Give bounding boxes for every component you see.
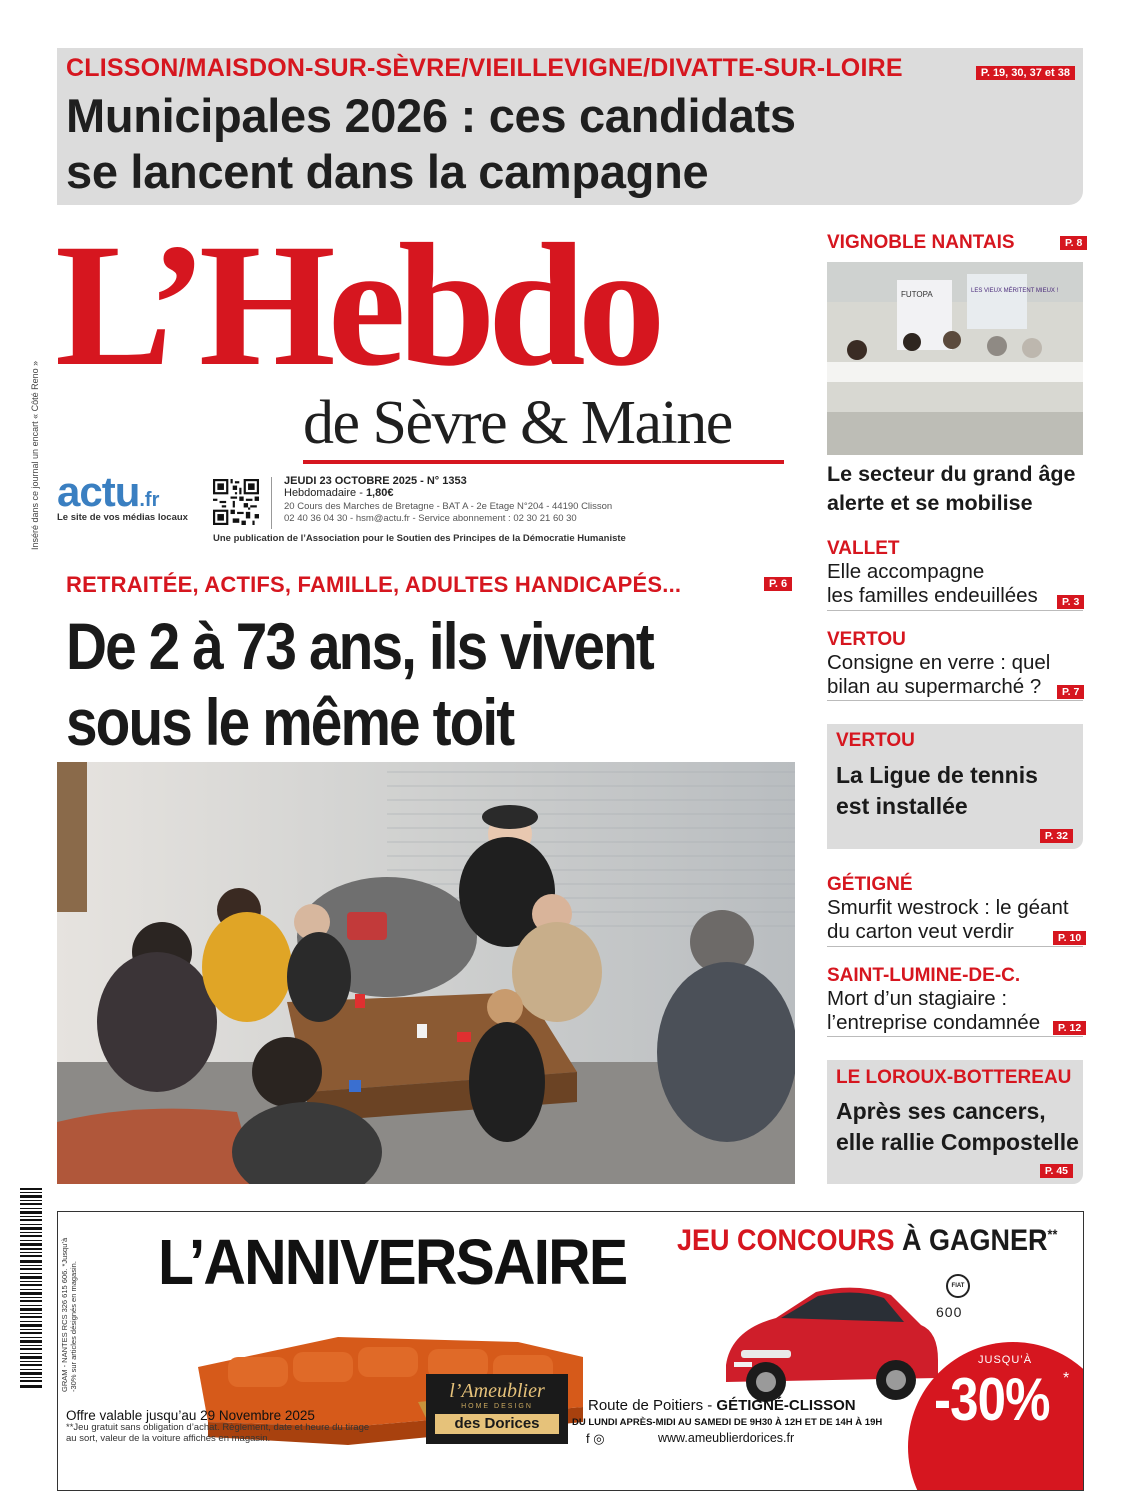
brief-saint-lumine-kicker: SAINT-LUMINE-DE-C. (827, 965, 1021, 986)
main-story-headline[interactable] (66, 608, 702, 760)
top-banner-headline-line2: se lancent dans la campagne (66, 145, 709, 198)
car-image (706, 1270, 946, 1410)
ad-contest-dark: À GAGNER (894, 1224, 1048, 1257)
compostelle-box-headline-line1: Après ses cancers, (836, 1098, 1046, 1124)
actu-tagline: Le site de vos médias locaux (57, 512, 188, 523)
ad-contest (677, 1224, 1057, 1258)
vignoble-photo-sign1: FUTOPA (901, 290, 933, 299)
top-banner-kicker: CLISSON/MAISDON-SUR-SÈVRE/VIEILLEVIGNE/DIVATTE-SUR-LOIRE (66, 54, 903, 82)
main-story-headline-line1: De 2 à 73 ans, ils vivent (66, 609, 653, 683)
brief-saint-lumine-text[interactable] (827, 987, 1040, 1035)
discount-value: -30% (934, 1366, 1050, 1433)
top-banner-page-ref: P. 19, 30, 37 et 38 (976, 66, 1075, 80)
ad-offer: Offre valable jusqu’au 29 Novembre 2025 (66, 1408, 315, 1423)
barcode-icon (20, 1188, 42, 1388)
ad-contest-red: JEU CONCOURS (677, 1224, 895, 1257)
divider (827, 1036, 1083, 1037)
ad-side-legal (60, 1232, 100, 1392)
insert-note (30, 350, 44, 550)
vignoble-kicker: VIGNOBLE NANTAIS (827, 232, 1015, 253)
issue-frequency-price (284, 487, 612, 499)
vignoble-photo-sign2: LES VIEUX MÉRITENT MIEUX ! (971, 288, 1059, 294)
main-story-photo[interactable] (57, 762, 795, 1184)
compostelle-box[interactable] (827, 1060, 1083, 1184)
brief-getigne-kicker: GÉTIGNÉ (827, 874, 913, 895)
compostelle-box-headline (836, 1096, 1079, 1158)
brief-getigne-line2: du carton veut verdir (827, 920, 1014, 943)
compostelle-box-kicker: LE LOROUX-BOTTEREAU (836, 1067, 1072, 1088)
main-story-kicker: RETRAITÉE, ACTIFS, FAMILLE, ADULTES HANDICAPÉS... (66, 572, 682, 597)
vignoble-page-ref: P. 8 (1060, 236, 1087, 250)
vignoble-headline-line1: Le secteur du grand âge (827, 462, 1076, 486)
vignoble-headline[interactable] (827, 460, 1076, 518)
brief-getigne-line1: Smurfit westrock : le géant (827, 896, 1069, 919)
ad-side-legal-text: GRAM - NANTES RCS 326 615 606. *Jusqu’à -30% sur articles désignés en magasin. (60, 1237, 78, 1392)
ad-offer-legal (66, 1423, 369, 1444)
compostelle-box-page-ref: P. 45 (1040, 1164, 1073, 1178)
top-banner-headline[interactable] (66, 88, 796, 200)
brief-saint-lumine-line1: Mort d’un stagiaire : (827, 987, 1008, 1010)
qr-code-icon[interactable] (213, 479, 259, 525)
insert-note-text: Inséré dans ce journal un encart « Côté Reno » (30, 360, 40, 550)
store-logo-sub: HOME DESIGN (461, 1403, 533, 1410)
brief-vertou-text[interactable] (827, 651, 1050, 699)
top-banner-headline-line1: Municipales 2026 : ces candidats (66, 89, 796, 142)
store-logo-name: l’Ameublier (449, 1380, 545, 1402)
brief-getigne-text[interactable] (827, 896, 1069, 944)
ad-contest-sup: ** (1047, 1226, 1058, 1242)
brief-saint-lumine-line2: l’entreprise condamnée (827, 1011, 1041, 1034)
main-story-page-ref: P. 6 (764, 577, 792, 591)
tennis-box[interactable] (827, 724, 1083, 849)
store-address-town: GÉTIGNÉ-CLISSON (716, 1397, 856, 1414)
ad-offer-legal-line2: au sort, valeur de la voiture affichés en magasin. (66, 1432, 271, 1444)
masthead-rule (303, 460, 784, 464)
store-address (588, 1397, 856, 1414)
store-hours: DU LUNDI APRÈS-MIDI AU SAMEDI DE 9H30 À 12H ET DE 14H À 19H (572, 1417, 883, 1428)
issue-frequency: Hebdomadaire - (284, 487, 366, 499)
ad-offer-legal-line1: **Jeu gratuit sans obligation d’achat. Règlement, date et heure du tirage (66, 1422, 370, 1433)
compostelle-box-headline-line2: elle rallie Compostelle (836, 1129, 1079, 1155)
issue-contact: 02 40 36 04 30 - hsm@actu.fr - Service abonnement : 02 30 21 60 30 (284, 513, 577, 524)
brief-vallet-line1: Elle accompagne (827, 560, 985, 583)
brief-getigne-page-ref: P. 10 (1053, 931, 1086, 945)
main-story-headline-line2: sous le même toit (66, 685, 514, 759)
discount-star: * (1063, 1370, 1070, 1387)
actu-logo-word: actu (57, 468, 140, 515)
fiat-logo-ring: FIAT (946, 1274, 970, 1298)
tennis-box-kicker: VERTOU (836, 730, 915, 751)
issue-price: 1,80€ (365, 487, 394, 499)
vignoble-headline-line2: alerte et se mobilise (827, 491, 1033, 515)
store-logo-badge: des Dorices (435, 1414, 559, 1434)
actu-logo[interactable] (57, 470, 188, 523)
masthead-subtitle: de Sèvre & Maine (303, 389, 732, 457)
issue-info (284, 475, 612, 525)
issue-date-number: JEUDI 23 OCTOBRE 2025 - N° 1353 (284, 475, 467, 487)
fiat-logo (936, 1274, 988, 1334)
brief-vallet-line2: les familles endeuillées (827, 584, 1038, 607)
info-divider (271, 477, 272, 529)
issue-address: 20 Cours des Marches de Bretagne - BAT A - 2e Etage N°204 - 44190 Clisson (284, 501, 613, 512)
brief-vallet-kicker: VALLET (827, 538, 900, 559)
tennis-box-page-ref: P. 32 (1040, 829, 1073, 843)
fiat-600-logo: 600 (936, 1304, 963, 1320)
store-address-prefix: Route de Poitiers - (588, 1397, 717, 1414)
publisher-line: Une publication de l’Association pour le Soutien des Principes de la Démocratie Humaniste (213, 533, 626, 544)
brief-vertou-line1: Consigne en verre : quel (827, 651, 1051, 674)
tennis-box-headline-line2: est installée (836, 793, 968, 819)
tennis-box-headline (836, 760, 1038, 822)
divider (827, 700, 1083, 701)
ad-title: L’ANNIVERSAIRE (158, 1226, 627, 1298)
tennis-box-headline-line1: La Ligue de tennis (836, 762, 1038, 788)
brief-saint-lumine-page-ref: P. 12 (1053, 1021, 1086, 1035)
brief-vertou-line2: bilan au supermarché ? (827, 675, 1042, 698)
top-banner (57, 48, 1083, 205)
brief-vallet-page-ref: P. 3 (1057, 595, 1084, 609)
divider (827, 610, 1083, 611)
brief-vertou-kicker: VERTOU (827, 629, 906, 650)
store-logo[interactable] (426, 1374, 568, 1444)
store-website-link[interactable]: www.ameublierdorices.fr (658, 1431, 795, 1445)
divider (827, 946, 1083, 947)
vignoble-photo-image (827, 262, 1083, 455)
vignoble-photo[interactable] (827, 262, 1083, 455)
brief-vertou-page-ref: P. 7 (1057, 685, 1084, 699)
advertisement[interactable] (57, 1211, 1084, 1491)
actu-logo-tld: .fr (139, 489, 160, 511)
brief-vallet-text[interactable] (827, 560, 1038, 608)
masthead-title: L’Hebdo (55, 208, 658, 403)
discount-label: JUSQU’À (978, 1354, 1033, 1366)
social-icons[interactable]: f ◎ (586, 1431, 605, 1446)
